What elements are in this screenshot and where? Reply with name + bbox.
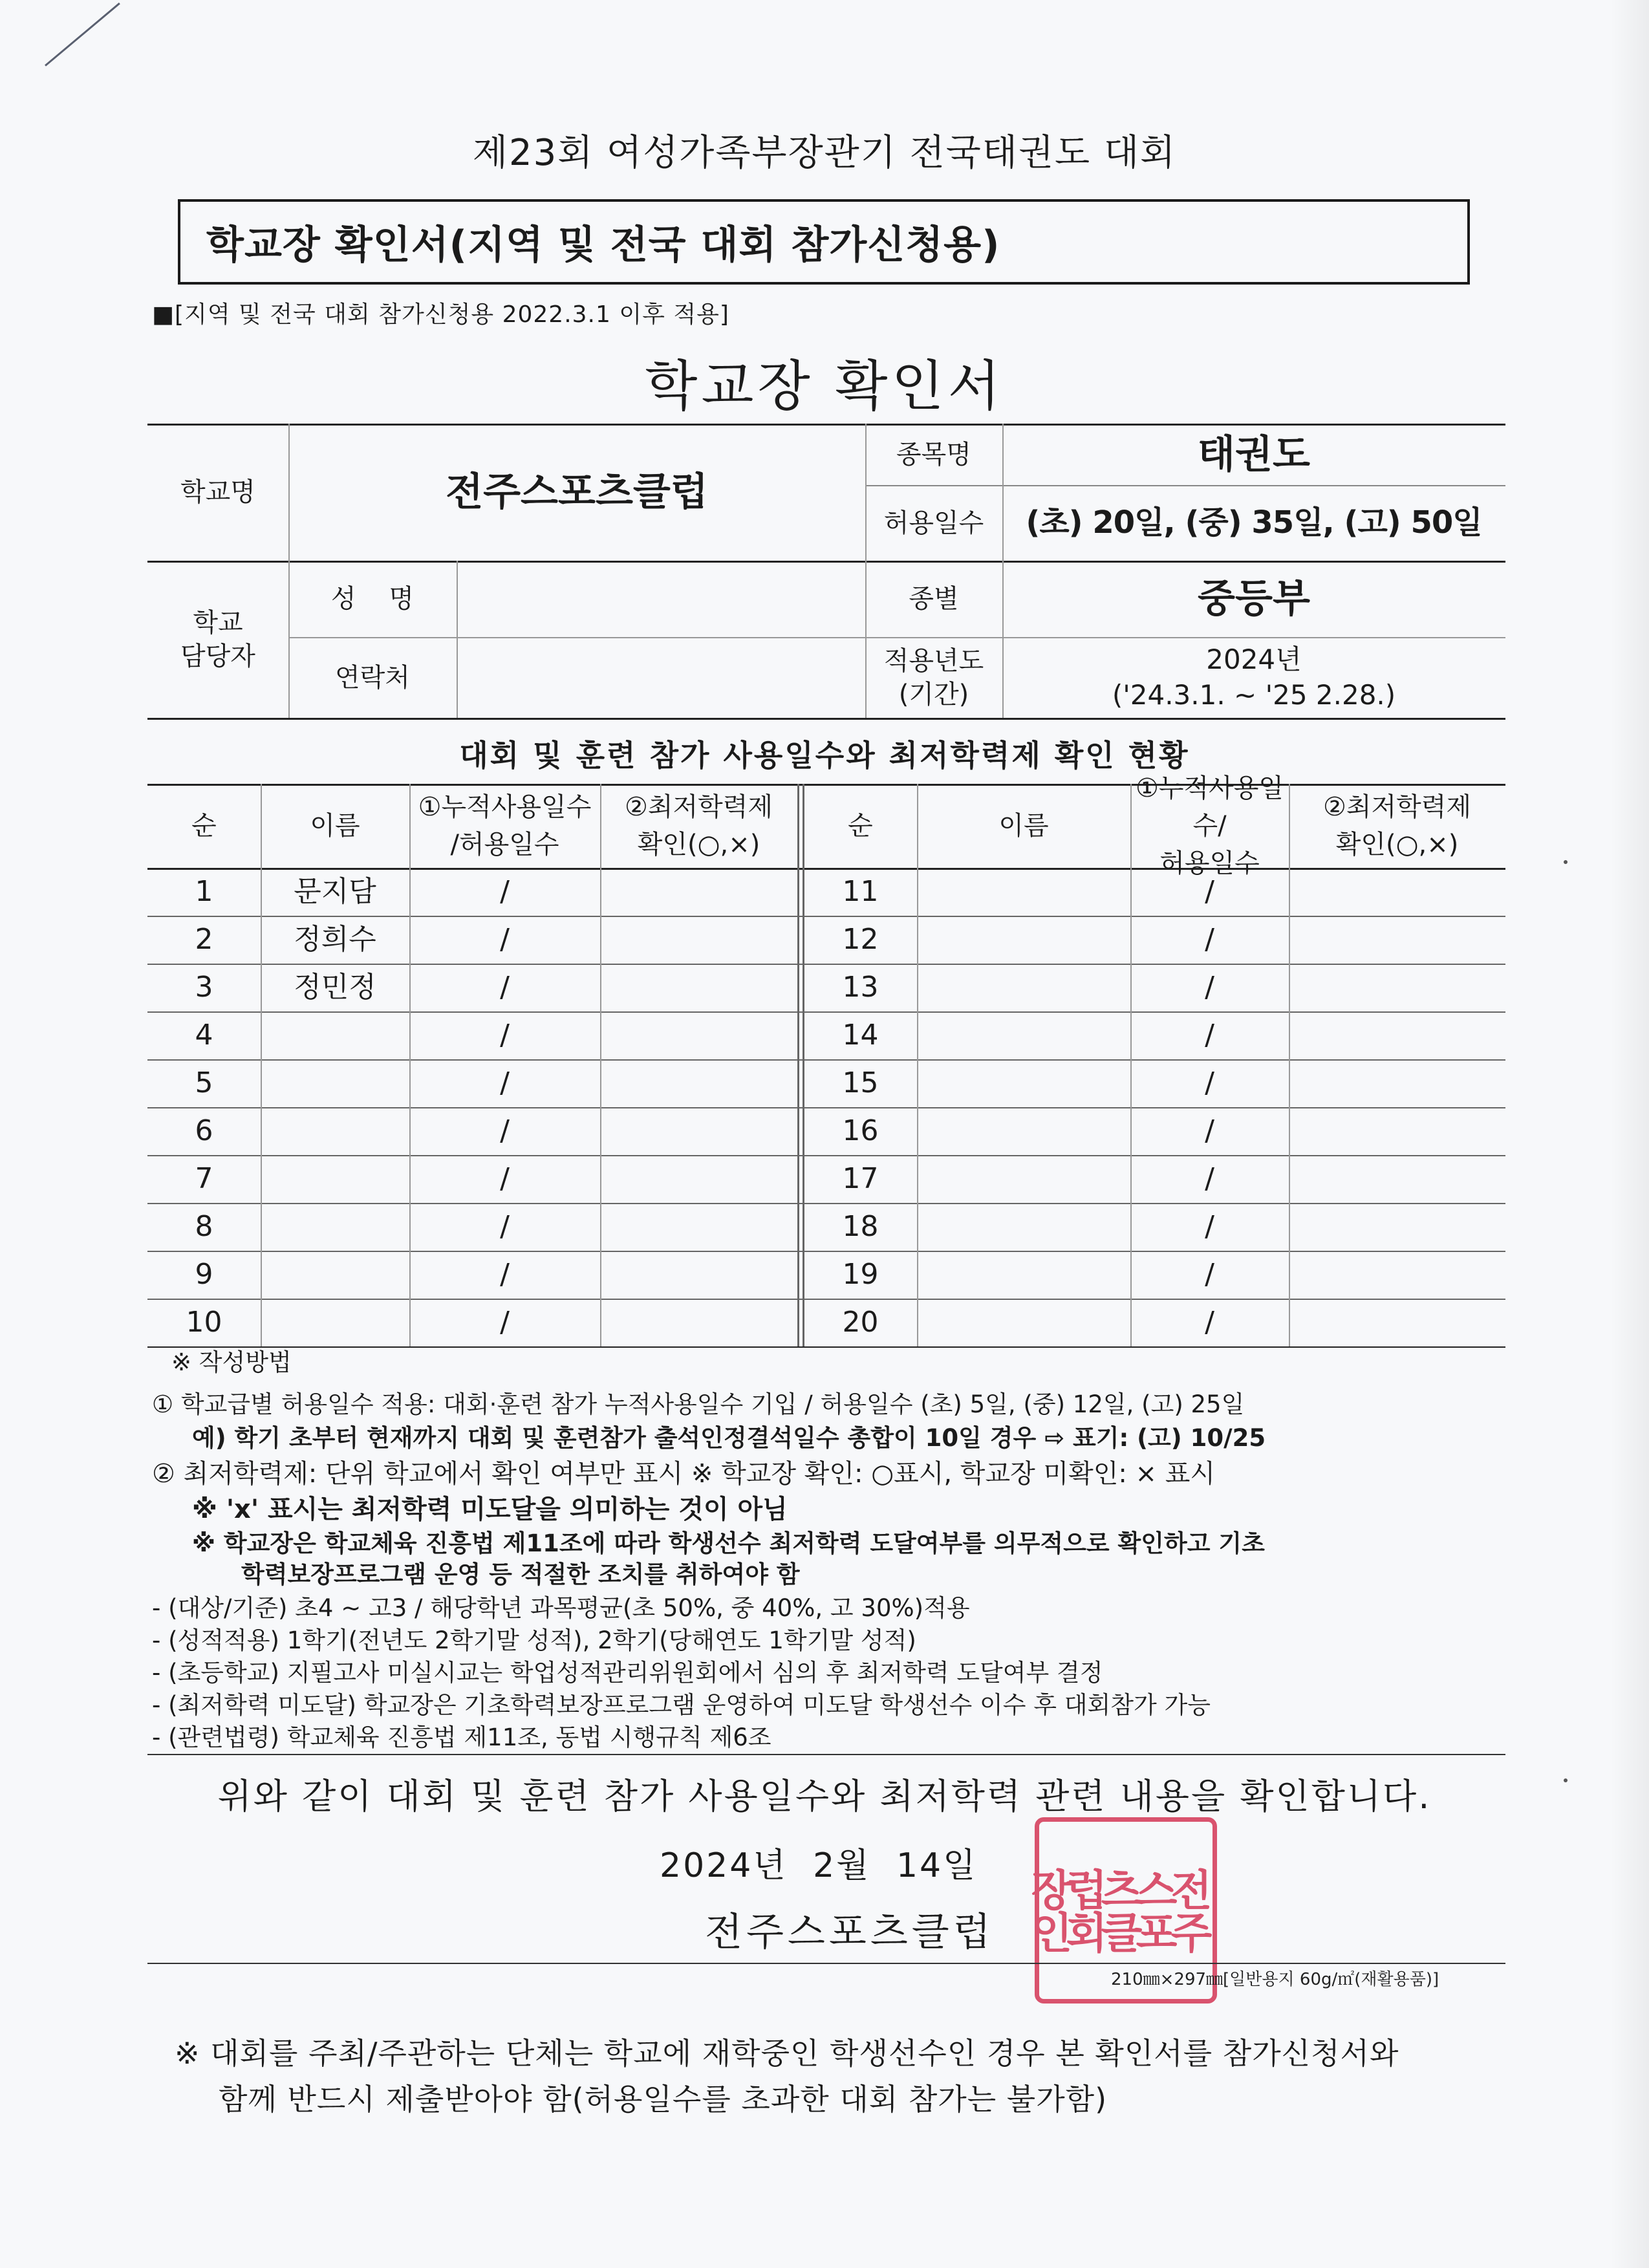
seal-glyph: 스포 (1128, 1868, 1178, 1953)
col-header-days (1130, 773, 1289, 878)
row-number: 20 (842, 1306, 879, 1339)
athlete-name[interactable] (261, 1203, 409, 1251)
section-title: 대회 및 훈련 참가 사용일수와 최저학력제 확인 현황 (459, 738, 1190, 773)
athlete-name[interactable] (917, 1059, 1130, 1107)
row-number: 9 (195, 1258, 213, 1291)
academic-check-field[interactable] (600, 1011, 797, 1059)
row-number: 19 (842, 1258, 879, 1291)
athlete-name[interactable]: 정민정 (294, 971, 376, 1004)
row-number: 5 (195, 1066, 213, 1100)
academic-check-field[interactable] (1289, 1203, 1505, 1251)
school-name-value: 전주스포츠클럽 (446, 470, 708, 515)
athlete-name[interactable] (917, 1107, 1130, 1155)
row-number: 13 (842, 971, 879, 1004)
days-used-field[interactable]: / (500, 971, 510, 1004)
note-line: ① 학교급별 허용일수 적용: 대회·훈련 참가 누적사용일수 기입 / 허용일수 (초) 5일, (중) 12일, (고) 25일 (152, 1390, 1245, 1418)
days-used-field[interactable]: / (1205, 1210, 1214, 1244)
row-number: 12 (842, 923, 879, 956)
row-number: 17 (842, 1162, 879, 1196)
athlete-name[interactable] (917, 964, 1130, 1011)
academic-check-field[interactable] (600, 1203, 797, 1251)
col-header-check-line2: 확인(○,×) (637, 830, 760, 859)
row-number: 6 (195, 1114, 213, 1148)
athlete-name[interactable] (261, 1107, 409, 1155)
scan-edge-shadow (1610, 0, 1649, 2268)
academic-check-field[interactable] (600, 964, 797, 1011)
academic-check-field[interactable] (1289, 1251, 1505, 1299)
athlete-name[interactable] (261, 1299, 409, 1346)
academic-check-field[interactable] (600, 916, 797, 964)
days-used-field[interactable]: / (1205, 1162, 1214, 1196)
person-name-label: 성 명 (330, 584, 415, 614)
year-label (865, 637, 1002, 718)
col-header-days-line1: ①누적사용일수/ (1135, 773, 1284, 841)
athlete-name[interactable] (917, 1203, 1130, 1251)
athlete-name[interactable]: 정희수 (294, 923, 376, 956)
athlete-name[interactable] (917, 1299, 1130, 1346)
athlete-name[interactable] (917, 1155, 1130, 1203)
academic-check-field[interactable] (1289, 1059, 1505, 1107)
academic-check-field[interactable] (1289, 1107, 1505, 1155)
days-used-field[interactable]: / (500, 1066, 510, 1100)
academic-check-field[interactable] (1289, 964, 1505, 1011)
days-used-field[interactable]: / (500, 1162, 510, 1196)
row-number: 2 (195, 923, 213, 956)
paper-spec: 210㎜×297㎜[일반용지 60g/㎡(재활용품)] (1111, 1970, 1439, 1989)
seal-glyph: 장인 (1023, 1868, 1073, 1953)
roster-table (147, 773, 1505, 1346)
days-used-field[interactable]: / (1205, 923, 1214, 956)
contest-title: 제23회 여성가족부장관기 전국태권도 대회 (472, 132, 1177, 174)
row-number: 10 (186, 1306, 222, 1339)
year-value-line1: 2024년 (1206, 643, 1302, 675)
col-header-no: 순 (191, 811, 217, 841)
col-header-days-line2: 허용일수 (1159, 848, 1260, 878)
athlete-name[interactable] (261, 1059, 409, 1107)
column-rule (797, 784, 799, 1346)
row-number: 11 (842, 875, 879, 909)
person-name-field[interactable] (457, 561, 865, 637)
divider (147, 1754, 1505, 1755)
subtitle: 학교장 확인서(지역 및 전국 대회 참가신청용) (206, 222, 1000, 268)
sport-value: 태권도 (1198, 431, 1310, 477)
days-used-field[interactable]: / (500, 1019, 510, 1052)
academic-check-field[interactable] (600, 868, 797, 916)
signer: 전주스포츠클럽 (705, 1910, 995, 1955)
pen-mark (45, 3, 120, 67)
academic-check-field[interactable] (1289, 1011, 1505, 1059)
note-line: ※ 'x' 표시는 최저학력 미도달을 의미하는 것이 아님 (192, 1495, 788, 1524)
academic-check-field[interactable] (600, 1155, 797, 1203)
note-line: - (최저학력 미도달) 학교장은 기초학력보장프로그램 운영하여 미도달 학생선수 이수 후 대회참가 가능 (152, 1691, 1211, 1719)
row-number: 16 (842, 1114, 879, 1148)
contact-field[interactable] (457, 637, 865, 718)
athlete-name[interactable] (261, 1011, 409, 1059)
col-header-days-line2: /허용일수 (450, 830, 559, 859)
year-value (1002, 637, 1505, 718)
academic-check-field[interactable] (1289, 1155, 1505, 1203)
days-used-field[interactable]: / (500, 1258, 510, 1291)
allowed-days-value: (초) 20일, (중) 35일, (고) 50일 (1026, 504, 1482, 541)
academic-check-field[interactable] (1289, 1299, 1505, 1346)
col-header-check (1289, 784, 1505, 868)
scan-dot (1564, 860, 1568, 864)
note-line: - (관련법령) 학교체육 진흥법 제11조, 동법 시행규칙 제6조 (152, 1723, 771, 1751)
info-table (147, 424, 1505, 721)
date: 2024년 2월 14일 (660, 1846, 978, 1885)
manager-label-line2: 담당자 (180, 641, 255, 671)
days-used-field[interactable]: / (500, 923, 510, 956)
allowed-days-label: 허용일수 (883, 508, 984, 538)
academic-check-field[interactable] (600, 1107, 797, 1155)
note-line: ② 최저학력제: 단위 학교에서 확인 여부만 표시 ※ 학교장 확인: ○표시, 학교장 미확인: × 표시 (152, 1459, 1216, 1489)
sport-label: 종목명 (896, 439, 971, 470)
note-line: - (초등학교) 지필고사 미실시교는 학업성적관리위원회에서 심의 후 최저학력 도달여부 결정 (152, 1659, 1103, 1687)
days-used-field[interactable]: / (500, 1114, 510, 1148)
notes-heading: ※ 작성방법 (171, 1348, 292, 1376)
note-line: - (성적적용) 1학기(전년도 2학기말 성적), 2학기(당해연도 1학기말 성적) (152, 1626, 916, 1654)
academic-check-field[interactable] (600, 1251, 797, 1299)
note-line: 학력보장프로그램 운영 등 적절한 조치를 취하여야 함 (241, 1561, 800, 1588)
seal-glyph: 전주 (1163, 1868, 1212, 1953)
days-used-field[interactable]: / (1205, 875, 1214, 909)
subtitle-box (178, 199, 1470, 285)
division-value: 중등부 (1198, 576, 1310, 621)
athlete-name[interactable] (917, 916, 1130, 964)
athlete-name[interactable] (917, 1011, 1130, 1059)
days-used-field[interactable]: / (1205, 971, 1214, 1004)
academic-check-field[interactable] (600, 1059, 797, 1107)
days-used-field[interactable]: / (1205, 1019, 1214, 1052)
days-used-field[interactable]: / (1205, 1258, 1214, 1291)
row-rule (147, 1346, 1505, 1348)
col-header-check-line2: 확인(○,×) (1335, 830, 1459, 859)
days-used-field[interactable]: / (1205, 1306, 1214, 1339)
footer-note (175, 2031, 1399, 2123)
row-number: 8 (195, 1210, 213, 1244)
note-line: 예) 학기 초부터 현재까지 대회 및 훈련참가 출석인정결석일수 총합이 10일 경우 ⇨ 표기: (고) 10/25 (192, 1424, 1266, 1452)
col-header-check-line1: ②최저학력제 (1322, 792, 1472, 822)
row-number: 1 (195, 875, 213, 909)
col-header-days-line1: ①누적사용일수 (418, 792, 592, 822)
academic-check-field[interactable] (1289, 868, 1505, 916)
academic-check-field[interactable] (1289, 916, 1505, 964)
col-header-check (600, 784, 797, 868)
division-label: 종별 (909, 584, 959, 614)
apply-note: ■[지역 및 전국 대회 참가신청용 2022.3.1 이후 적용] (152, 301, 729, 328)
col-header-name: 이름 (310, 811, 360, 841)
year-value-line2: ('24.3.1. ~ '25 2.28.) (1112, 678, 1396, 711)
row-number: 15 (842, 1066, 879, 1100)
days-used-field[interactable]: / (1205, 1066, 1214, 1100)
days-used-field[interactable]: / (1205, 1114, 1214, 1148)
academic-check-field[interactable] (600, 1299, 797, 1346)
school-name-label: 학교명 (180, 477, 255, 507)
year-label-line2: (기간) (898, 679, 969, 709)
manager-label (147, 561, 288, 718)
note-line: ※ 학교장은 학교체육 진흥법 제11조에 따라 학생선수 최저학력 도달여부를 의무적으로 확인하고 기초 (192, 1529, 1265, 1557)
athlete-name[interactable] (917, 868, 1130, 916)
seal-glyph: 츠클 (1093, 1868, 1143, 1953)
doc-title: 학교장 확인서 (645, 354, 1004, 418)
year-label-line1: 적용년도 (883, 645, 984, 676)
row-number: 7 (195, 1162, 213, 1196)
footer-line: ※ 대회를 주최/주관하는 단체는 학교에 재학중인 학생선수인 경우 본 확인서를 참가신청서와 (175, 2036, 1399, 2071)
col-header-days (409, 784, 600, 868)
athlete-name[interactable]: 문지담 (294, 875, 376, 909)
days-used-field[interactable]: / (500, 1210, 510, 1244)
col-header-no: 순 (848, 811, 873, 841)
athlete-name[interactable] (917, 1251, 1130, 1299)
col-header-name: 이름 (998, 811, 1049, 841)
seal-glyph: 럽회 (1058, 1868, 1108, 1953)
row-number: 18 (842, 1210, 879, 1244)
divider (147, 1963, 1505, 1964)
col-header-check-line1: ②최저학력제 (624, 792, 773, 822)
footer-line: 함께 반드시 제출받아야 함(허용일수를 초과한 대회 참가는 불가함) (219, 2082, 1108, 2117)
athlete-name[interactable] (261, 1251, 409, 1299)
days-used-field[interactable]: / (500, 875, 510, 909)
row-number: 4 (195, 1019, 213, 1052)
note-line: - (대상/기준) 초4 ~ 고3 / 해당학년 과목평균(초 50%, 중 40%, 고 30%)적용 (152, 1594, 970, 1622)
confirm-text: 위와 같이 대회 및 훈련 참가 사용일수와 최저학력 관련 내용을 확인합니다. (217, 1776, 1432, 1817)
row-number: 3 (195, 971, 213, 1004)
manager-label-line1: 학교 (193, 607, 243, 638)
days-used-field[interactable]: / (500, 1306, 510, 1339)
contact-label: 연락처 (335, 662, 410, 693)
athlete-name[interactable] (261, 1155, 409, 1203)
row-number: 14 (842, 1019, 879, 1052)
